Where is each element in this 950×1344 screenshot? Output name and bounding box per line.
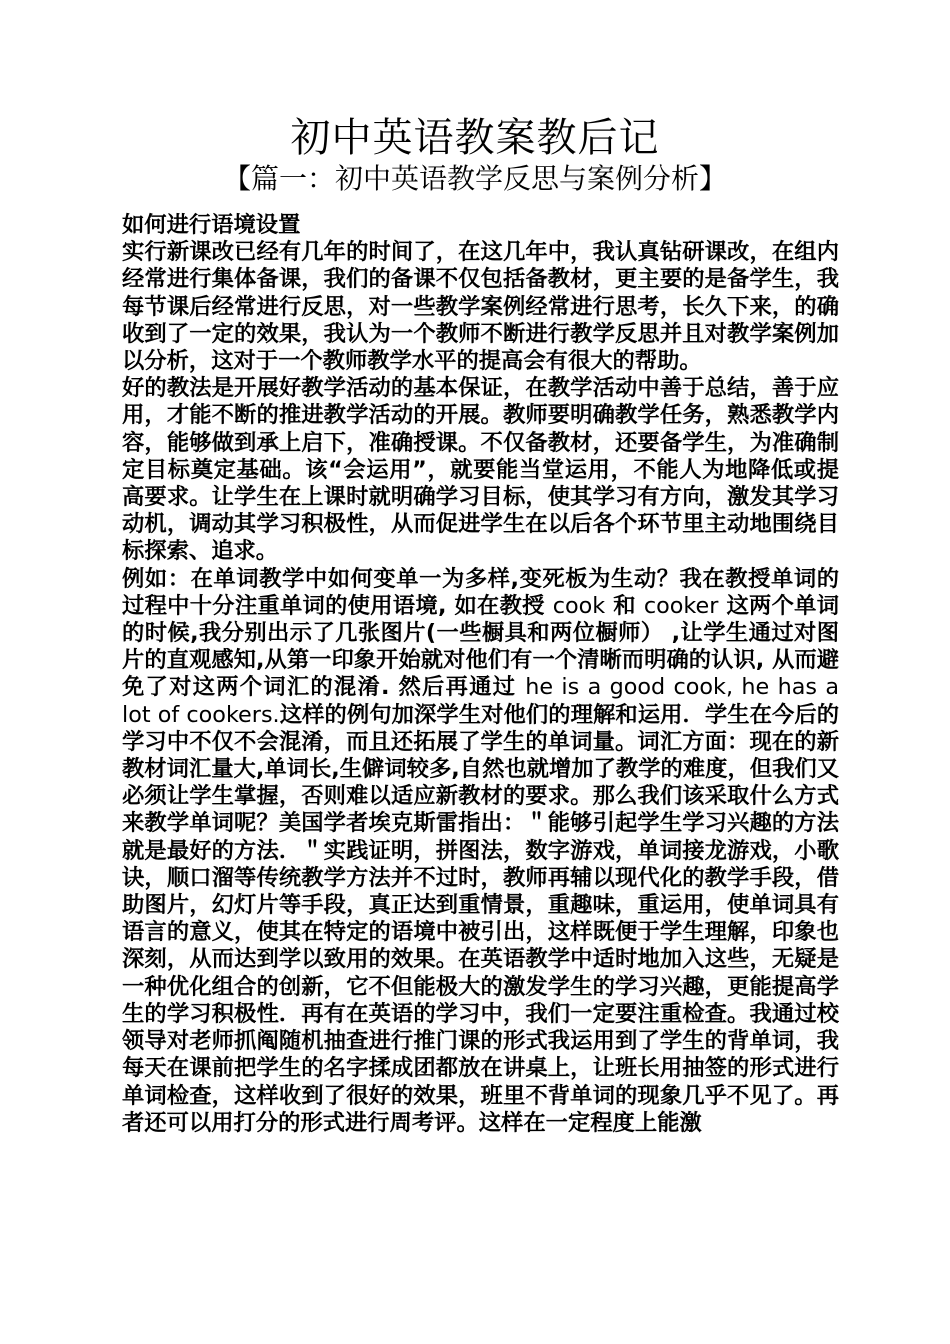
paragraph-3-part-1: 例如：在单词教学中如何变单一为多样,变死板为生动？我在教授单词的过程中十分注重单词的使用语境, 如在教授 [122,565,839,619]
paragraph-3 [115,566,839,1137]
paragraph-2: 好的教法是开展好教学活动的基本保证，在教学活动中善于总结，善于应用，才能不断的推进教学活动的开展。教师要明确教学任务，熟悉教学内容，能够做到承上启下，准确授课。不仅备教材，还要备学生，为准确制定目标奠定基础。该“会运用”，就要能当堂运用，不能人为地降低或提高要求。让学生在上课时就明确学习目标，使其学习有方向，激发其学习动机，调动其学习积极性，从而促进学生在以后各个环节里主动地围绕目标探索、追求。 [122,375,839,565]
section-heading: 如何进行语境设置 [122,212,301,238]
document-subtitle: 【篇一：初中英语教学反思与案例分析】 [222,162,727,195]
paragraph-3-word-cooker: cooker [643,592,719,619]
paragraph-3-part-2: 和 [605,592,644,619]
paragraph-1: 实行新课改已经有几年的时间了，在这几年中，我认真钻研课改，在组内经常进行集体备课，我们的备课不仅包括备教材，更主要的是备学生，我每节课后经常进行反思，对一些教学案例经常进行思考，长久下来，的确收到了一定的效果，我认为一个教师不断进行教学反思并且对教学案例加以分析，这对于一个教师教学水平的提高会有很大的帮助。 [122,239,839,375]
document-title: 初中英语教案教后记 [290,115,660,161]
paragraph-3-part-3: 这两个单词的时候,我分别出示了几张图片(一些橱具和两位橱师） ,让学生通过对图片的直观感知,从第一印象开始就对他们有一个清晰而明确的认识, 从而避免了对这两个词汇的混淆. 然后再通过 [122,592,839,701]
paragraph-3-example-sentence: he is a good cook, he has a lot of cookers. [122,674,839,728]
paragraph-3-part-4: 这样的例句加深学生对他们的理解和运用．学生在今后的学习中不仅不会混淆，而且还拓展了学生的单词量。词汇方面：现在的新教材词汇量大,单词长,生僻词较多,自然也就增加了教学的难度，但我们又必须让学生掌握，否则难以适应新教材的要求。那么我们该采取什么方式来教学单词呢？美国学者埃克斯雷指出：＂能够引起学生学习兴趣的方法就是最好的方法．＂实践证明，拼图法，数字游戏，单词接龙游戏，小歌诀，顺口溜等传统教学方法并不过时，教师再辅以现代化的教学手段，借助图片，幻灯片等手段，真正达到重情景，重趣味，重运用，使单词具有语言的意义，使其在特定的语境中被引出，这样既便于学生理解，印象也深刻，从而达到学以致用的效果。在英语教学中适时地加入这些，无疑是一种优化组合的创新，它不但能极大的激发学生的学习兴趣，更能提高学生的学习积极性．再有在英语的学习中，我们一定要注重检查。我通过校领导对老师抓阄随机抽查进行推门课的形式我运用到了学生的背单词，我每天在课前把学生的名字揉成团都放在讲桌上，让班长用抽签的形式进行单词检查，这样收到了很好的效果，班里不背单词的现象几乎不见了。再者还可以用打分的形式进行周考评。这样在一定程度上能激 [122,701,839,1136]
document-body [115,212,839,1137]
paragraph-3-word-cook: cook [552,592,606,619]
